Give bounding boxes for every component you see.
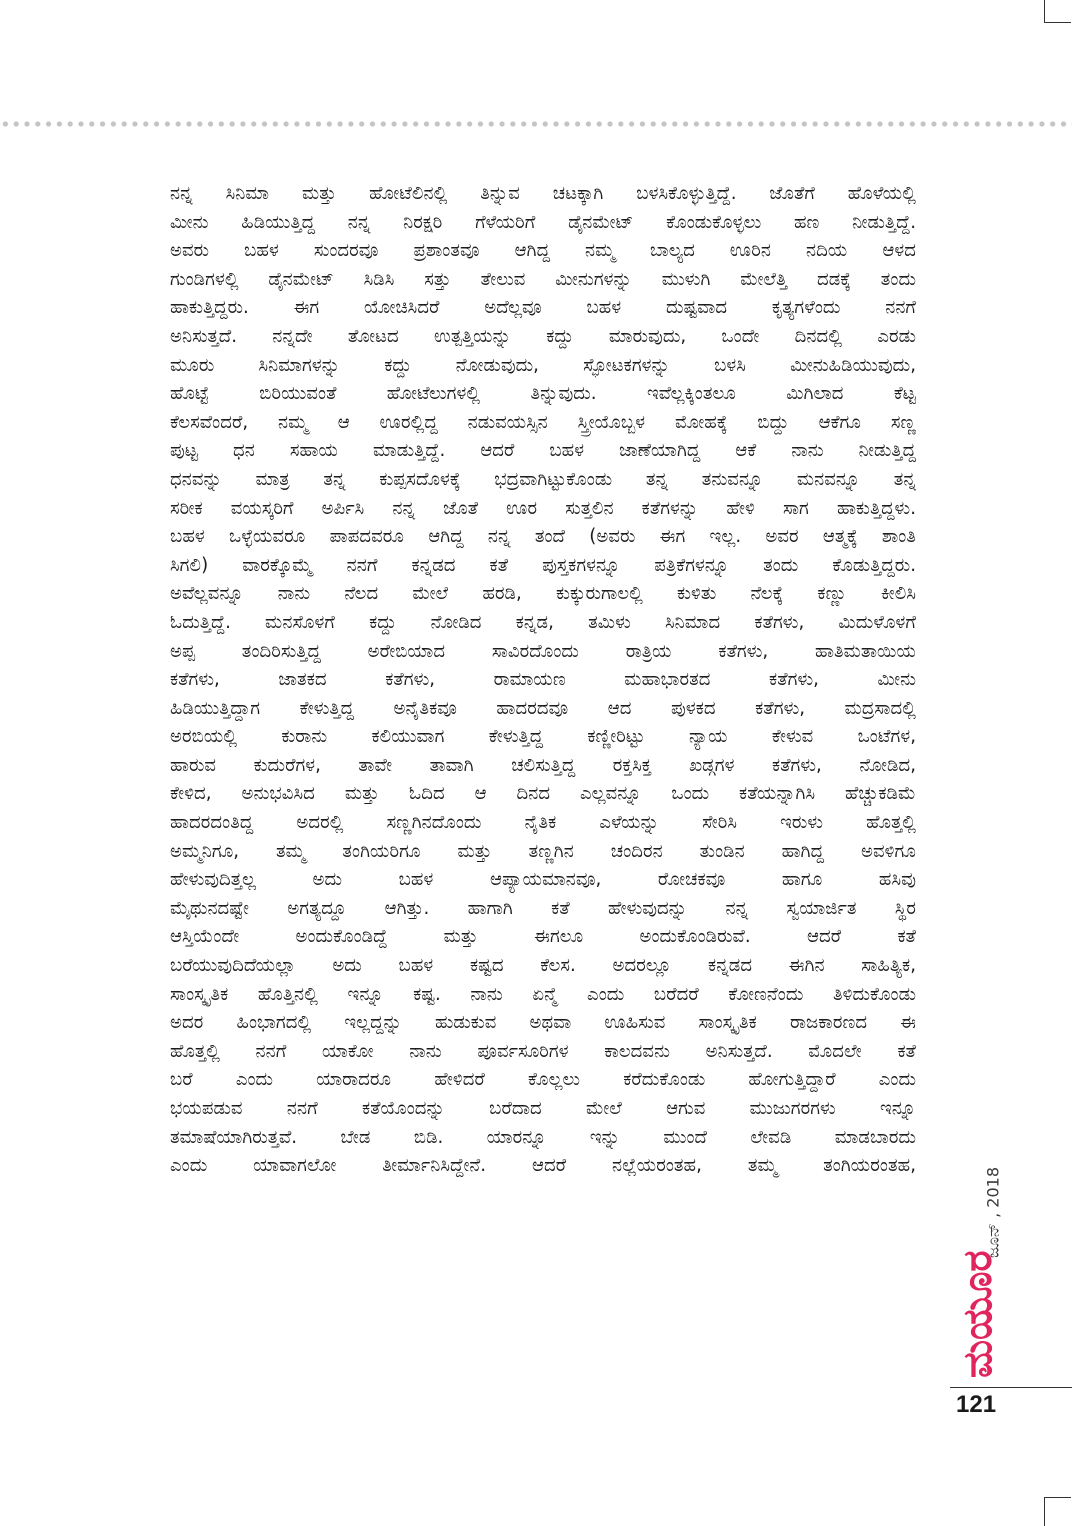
- article-line: ಬಹಳ ಒಳ್ಳೆಯವರೂ ಪಾಪದವರೂ ಆಗಿದ್ದ ನನ್ನ ತಂದೆ (ಅವರು ಈಗ ಇಲ್ಲ. ಅವರ ಆತ್ಮಕ್ಕೆ ಶಾಂತಿ: [170, 526, 916, 548]
- article-line: ಕೇಳಿದ, ಅನುಭವಿಸಿದ ಮತ್ತು ಓದಿದ ಆ ದಿನದ ಎಲ್ಲವನ್ನೂ ಒಂದು ಕತೆಯನ್ನಾಗಿಸಿ ಹೆಚ್ಚುಕಡಿಮೆ: [170, 783, 916, 805]
- article-line: ಆಸ್ತಿಯೆಂದೇ ಅಂದುಕೊಂಡಿದ್ದೆ ಮತ್ತು ಈಗಲೂ ಅಂದುಕೊಂಡಿರುವೆ. ಆದರೆ ಕತೆ: [170, 926, 916, 948]
- article-line: ಭಯಪಡುವ ನನಗೆ ಕತೆಯೊಂದನ್ನು ಬರೆದಾದ ಮೇಲೆ ಆಗುವ ಮುಜುಗರಗಳು ಇನ್ನೂ: [170, 1098, 916, 1119]
- article-line: ಕೆಲಸವೆಂದರೆ, ನಮ್ಮ ಆ ಊರಲ್ಲಿದ್ದ ನಡುವಯಸ್ಸಿನ ಸ್ತ್ರೀಯೊಬ್ಬಳ ಮೋಹಕ್ಕೆ ಬಿದ್ದು ಆಕೆಗೂ ಸಣ್ಣ: [170, 411, 916, 433]
- article-line: ಧನವನ್ನು ಮಾತ್ರ ತನ್ನ ಕುಪ್ಪಸದೊಳಕ್ಕೆ ಭದ್ರವಾಗಿಟ್ಟುಕೊಂಡು ತನ್ನ ತನುವನ್ನೂ ಮನವನ್ನೂ ತನ್ನ: [170, 468, 916, 490]
- page-number: 121: [956, 1391, 997, 1418]
- article-line: ಸರೀಕ ವಯಸ್ಕರಿಗೆ ಅರ್ಪಿಸಿ ನನ್ನ ಜೊತೆ ಊರ ಸುತ್ತಲಿನ ಕತೆಗಳನ್ನು ಹೇಳಿ ಸಾಗ ಹಾಕುತ್ತಿದ್ದಳು.: [170, 497, 916, 519]
- article-line: ಹೇಳುವುದಿತ್ತಲ್ಲ ಅದು ಬಹಳ ಆಪ್ಯಾಯಮಾನವೂ, ರೋಚಕವೂ ಹಾಗೂ ಹಸಿವು: [170, 869, 916, 891]
- article-line: ಅನಿಸುತ್ತದೆ. ನನ್ನದೇ ತೋಟದ ಉತ್ಪತ್ತಿಯನ್ನು ಕದ್ದು ಮಾರುವುದು, ಒಂದೇ ದಿನದಲ್ಲಿ ಎರಡು: [170, 325, 916, 347]
- article-line: ಹೊಟ್ಟೆ ಬಿರಿಯುವಂತೆ ಹೋಟೆಲುಗಳಲ್ಲಿ ತಿನ್ನುವುದು. ಇವೆಲ್ಲಕ್ಕಿಂತಲೂ ಮಿಗಿಲಾದ ಕೆಟ್ಟ: [170, 383, 916, 405]
- article-line: ನನ್ನ ಸಿನಿಮಾ ಮತ್ತು ಹೋಟೆಲಿನಲ್ಲಿ ತಿನ್ನುವ ಚಟಕ್ಕಾಗಿ ಬಳಸಿಕೊಳ್ಳುತ್ತಿದ್ದೆ. ಜೊತೆಗೆ ಹೊಳೆಯಲ್ಲಿ: [170, 183, 916, 204]
- article-line: ಎಂದು ಯಾವಾಗಲೋ ತೀರ್ಮಾನಿಸಿದ್ದೇನೆ. ಆದರೆ ನಲ್ಲೆಯರಂತಹ, ತಮ್ಮ ತಂಗಿಯರಂತಹ,: [170, 1155, 916, 1177]
- page-number-rule: [950, 1387, 1072, 1388]
- article-line: ಬರೆ ಎಂದು ಯಾರಾದರೂ ಹೇಳಿದರೆ ಕೊಲ್ಲಲು ಕರೆದುಕೊಂಡು ಹೋಗುತ್ತಿದ್ದಾರೆ ಎಂದು: [170, 1069, 916, 1091]
- article-line: ಓದುತ್ತಿದ್ದೆ. ಮನಸೊಳಗೆ ಕದ್ದು ನೋಡಿದ ಕನ್ನಡ, ತಮಿಳು ಸಿನಿಮಾದ ಕತೆಗಳು, ಮಿದುಳೊಳಗೆ: [170, 611, 916, 633]
- bottom-crop-mark: [1044, 1497, 1071, 1526]
- article-body: [170, 180, 916, 1181]
- article-line: ಗುಂಡಿಗಳಲ್ಲಿ ಡೈನಮೇಟ್ ಸಿಡಿಸಿ ಸತ್ತು ತೇಲುವ ಮೀನುಗಳನ್ನು ಮುಳುಗಿ ಮೇಲೆತ್ತಿ ದಡಕ್ಕೆ ತಂದು: [170, 268, 916, 290]
- article-line: ಮೂರು ಸಿನಿಮಾಗಳನ್ನು ಕದ್ದು ನೋಡುವುದು, ಸ್ಫೋಟಕಗಳನ್ನು ಬಳಸಿ ಮೀನುಹಿಡಿಯುವುದು,: [170, 354, 916, 376]
- article-line: ಪುಟ್ಟ ಧನ ಸಹಾಯ ಮಾಡುತ್ತಿದ್ದೆ. ಆದರೆ ಬಹಳ ಜಾಣೆಯಾಗಿದ್ದ ಆಕೆ ನಾನು ನೀಡುತ್ತಿದ್ದ: [170, 440, 916, 462]
- article-line: ಅವೆಲ್ಲವನ್ನೂ ನಾನು ನೆಲದ ಮೇಲೆ ಹರಡಿ, ಕುಕ್ಕುರುಗಾಲಲ್ಲಿ ಕುಳಿತು ನೆಲಕ್ಕೆ ಕಣ್ಣು ಕೀಲಿಸಿ: [170, 583, 916, 605]
- article-line: ಮೀನು ಹಿಡಿಯುತ್ತಿದ್ದ ನನ್ನ ನಿರಕ್ಷರಿ ಗೆಳೆಯರಿಗೆ ಡೈನಮೇಟ್ ಕೊಂಡುಕೊಳ್ಳಲು ಹಣ ನೀಡುತ್ತಿದ್ದೆ.: [170, 211, 916, 233]
- article-line: ಅರಬಿಯಲ್ಲಿ ಕುರಾನು ಕಲಿಯುವಾಗ ಕೇಳುತ್ತಿದ್ದ ಕಣ್ಣೀರಿಟ್ಟು ನ್ಯಾಯ ಕೇಳುವ ಒಂಟೆಗಳ,: [170, 726, 916, 748]
- article-line: ತಮಾಷೆಯಾಗಿರುತ್ತವೆ. ಬೇಡ ಬಿಡಿ. ಯಾರನ್ನೂ ಇನ್ನು ಮುಂದೆ ಲೇವಡಿ ಮಾಡಬಾರದು: [170, 1126, 916, 1148]
- article-line: ಸಾಂಸ್ಕೃತಿಕ ಹೊತ್ತಿನಲ್ಲಿ ಇನ್ನೂ ಕಷ್ಟ. ನಾನು ಏನ್ಮೆ ಎಂದು ಬರೆದರೆ ಕೋಣನೆಂದು ತಿಳಿದುಕೊಂಡು: [170, 983, 916, 1005]
- issue-date: ಜೂನ್ , 2018: [983, 1166, 1003, 1258]
- article-line: ಅಮ್ಮನಿಗೂ, ತಮ್ಮ ತಂಗಿಯರಿಗೂ ಮತ್ತು ತಣ್ಣಗಿನ ಚಂದಿರನ ತುಂಡಿನ ಹಾಗಿದ್ದ ಅವಳಿಗೂ: [170, 840, 916, 862]
- article-line: ಅವರು ಬಹಳ ಸುಂದರವೂ ಪ್ರಶಾಂತವೂ ಆಗಿದ್ದ ನಮ್ಮ ಬಾಲ್ಯದ ಊರಿನ ನದಿಯ ಆಳದ: [170, 240, 916, 262]
- article-line: ಮೈಥುನದಷ್ಟೇ ಅಗತ್ಯದ್ದೂ ಆಗಿತ್ತು. ಹಾಗಾಗಿ ಕತೆ ಹೇಳುವುದನ್ನು ನನ್ನ ಸ್ವಯಾರ್ಜಿತ ಸ್ಥಿರ: [170, 897, 916, 919]
- article-line: ಕತೆಗಳು, ಜಾತಕದ ಕತೆಗಳು, ರಾಮಾಯಣ ಮಹಾಭಾರತದ ಕತೆಗಳು, ಮೀನು: [170, 669, 916, 691]
- article-line: ಹಾರುವ ಕುದುರೆಗಳ, ತಾವೇ ತಾವಾಗಿ ಚಲಿಸುತ್ತಿದ್ದ ರಕ್ತಸಿಕ್ತ ಖಡ್ಗಗಳ ಕತೆಗಳು, ನೋಡಿದ,: [170, 754, 916, 776]
- article-line: ಹಾದರದಂತಿದ್ದ ಅದರಲ್ಲಿ ಸಣ್ಣಗಿನದೊಂದು ನೈತಿಕ ಎಳೆಯನ್ನು ಸೇರಿಸಿ ಇರುಳು ಹೊತ್ತಲ್ಲಿ: [170, 812, 916, 834]
- top-crop-mark: [1044, 0, 1071, 23]
- magazine-logo: ಮಯೂರ: [955, 1250, 1001, 1378]
- article-line: ಅಪ್ಪ ತಂದಿರಿಸುತ್ತಿದ್ದ ಅರೇಬಿಯಾದ ಸಾವಿರದೊಂದು ರಾತ್ರಿಯ ಕತೆಗಳು, ಹಾತಿಮತಾಯಿಯ: [170, 640, 916, 662]
- article-line: ಹಿಡಿಯುತ್ತಿದ್ದಾಗ ಕೇಳುತ್ತಿದ್ದ ಅನೈತಿಕವೂ ಹಾದರದವೂ ಆದ ಪುಳಕದ ಕತೆಗಳು, ಮದ್ರಸಾದಲ್ಲಿ: [170, 697, 916, 719]
- article-line: ಸಿಗಲಿ) ವಾರಕ್ಕೊಮ್ಮೆ ನನಗೆ ಕನ್ನಡದ ಕತೆ ಪುಸ್ತಕಗಳನ್ನೂ ಪತ್ರಿಕೆಗಳನ್ನೂ ತಂದು ಕೊಡುತ್ತಿದ್ದರು.: [170, 554, 916, 576]
- article-line: ಹಾಕುತ್ತಿದ್ದರು. ಈಗ ಯೋಚಿಸಿದರೆ ಅದೆಲ್ಲವೂ ಬಹಳ ದುಷ್ಟವಾದ ಕೃತ್ಯಗಳೆಂದು ನನಗೆ: [170, 297, 916, 319]
- article-line: ಅದರ ಹಿಂಭಾಗದಲ್ಲಿ ಇಲ್ಲದ್ದನ್ನು ಹುಡುಕುವ ಅಥವಾ ಊಹಿಸುವ ಸಾಂಸ್ಕೃತಿಕ ರಾಜಕಾರಣದ ಈ: [170, 1012, 916, 1034]
- article-line: ಹೊತ್ತಲ್ಲಿ ನನಗೆ ಯಾಕೋ ನಾನು ಪೂರ್ವಸೂರಿಗಳ ಕಾಲದವನು ಅನಿಸುತ್ತದೆ. ಮೊದಲೇ ಕತೆ: [170, 1040, 916, 1062]
- dotted-header-rule: [0, 120, 1072, 128]
- article-line: ಬರೆಯುವುದಿದೆಯಲ್ಲಾ ಅದು ಬಹಳ ಕಷ್ಟದ ಕೆಲಸ. ಅದರಲ್ಲೂ ಕನ್ನಡದ ಈಗಿನ ಸಾಹಿತ್ಯಿಕ,: [170, 955, 916, 977]
